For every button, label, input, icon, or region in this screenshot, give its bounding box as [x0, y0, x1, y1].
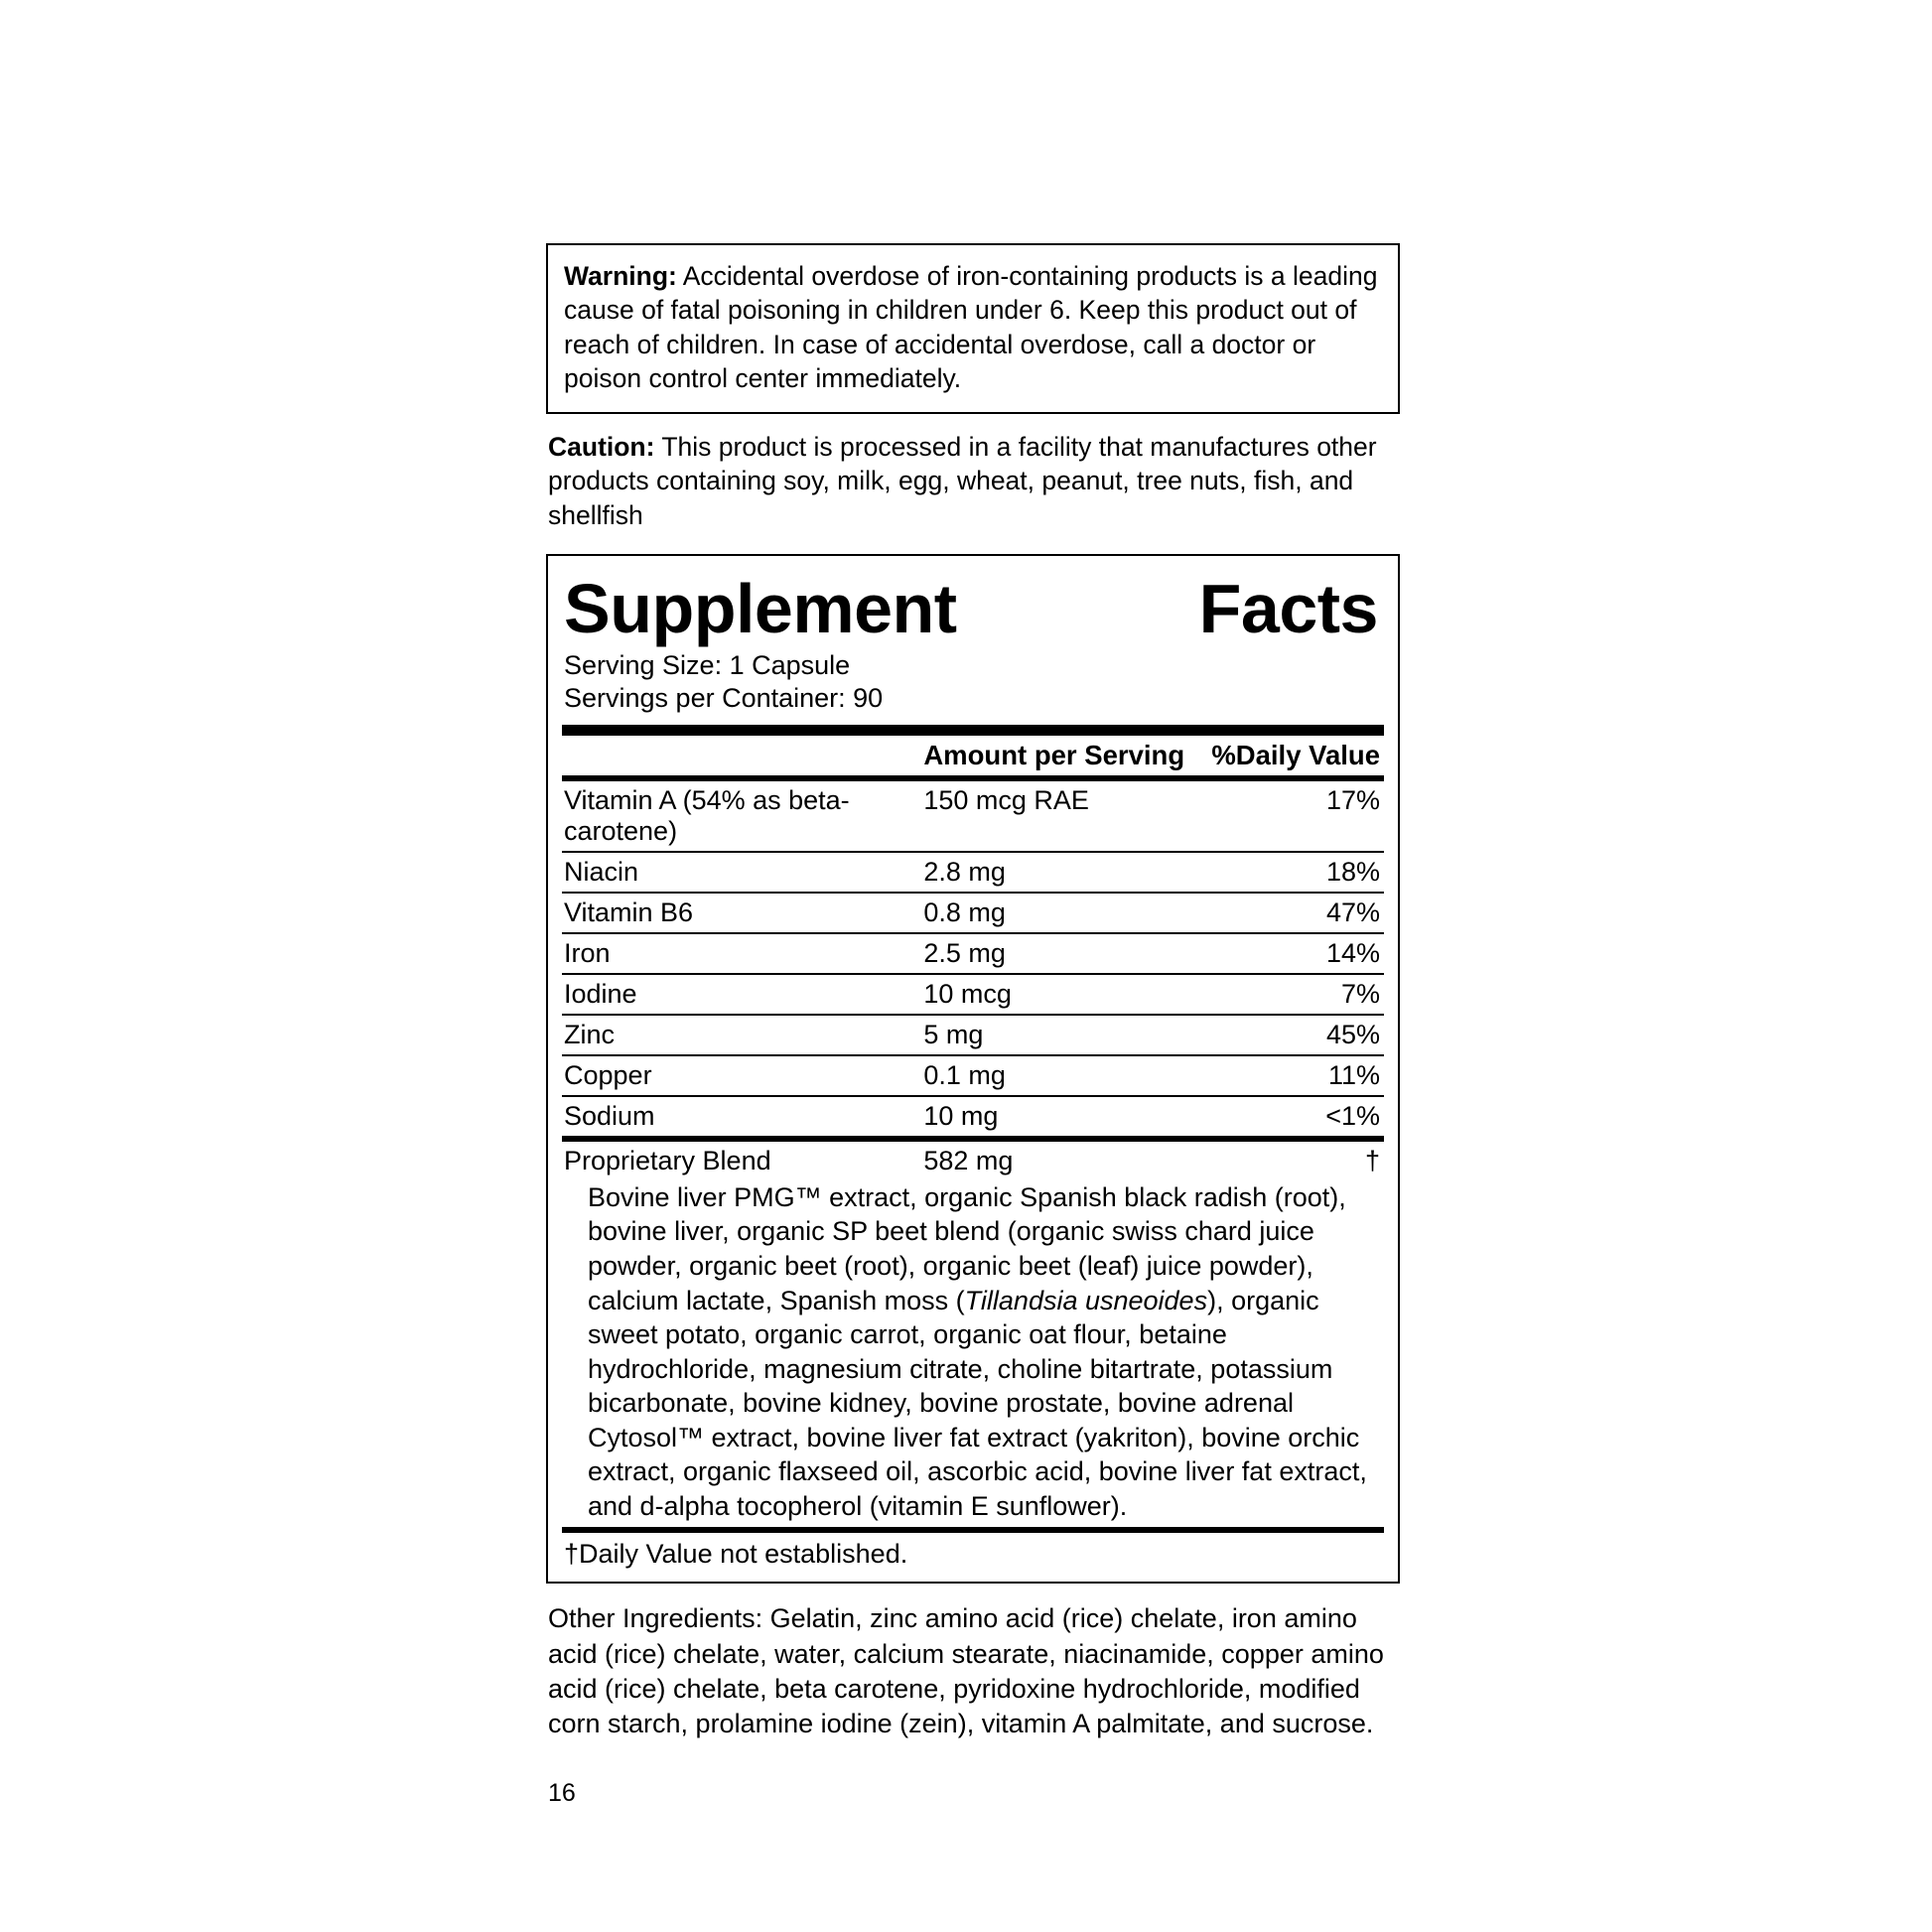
nutrient-amount: 0.1 mg [923, 1055, 1194, 1096]
warning-text [564, 259, 1382, 396]
table-row [562, 1055, 1384, 1096]
other-ingredients-block [546, 1601, 1400, 1740]
nutrient-dv: 14% [1195, 933, 1384, 974]
nutrient-amount: 150 mcg RAE [923, 781, 1194, 852]
blend-name: Proprietary Blend [564, 1145, 771, 1175]
nutrient-dv: 47% [1195, 893, 1384, 933]
blend-amount: 582 mg [923, 1145, 1014, 1175]
serving-size: Serving Size: 1 Capsule [564, 650, 851, 681]
blend-desc-part2: ), organic sweet potato, organic carrot, organic oat flour, betaine hydrochloride, magnesium citrate, choline bitartrate, potassium bicarbonate, bovine kidney, bovine prostate, bovine adrenal Cytosol™ extract, bovine liver fat extract (yakriton), bovine orchic extract, organic flaxseed oil, ascorbic acid, bovine liver fat extract, and d-alpha tocopherol (vitamin E sunflower). [588, 1285, 1367, 1521]
label-content [546, 243, 1400, 1808]
nutrition-table [562, 736, 1384, 775]
nutrient-dv: 18% [1195, 852, 1384, 893]
servings-per-container: Servings per Container: 90 [564, 683, 884, 713]
nutrient-amount: 2.5 mg [923, 933, 1194, 974]
nutrient-amount: 10 mcg [923, 974, 1194, 1015]
caution-text [548, 430, 1396, 532]
table-row [562, 893, 1384, 933]
divider-thick-top [562, 725, 1384, 736]
table-row [562, 933, 1384, 974]
blend-dv: † [1364, 1145, 1380, 1175]
nutrient-dv: 17% [1195, 781, 1384, 852]
table-row [562, 1015, 1384, 1055]
other-ingredients-text: Other Ingredients: Gelatin, zinc amino acid (rice) chelate, iron amino acid (rice) chelate, water, calcium stearate, niacinamide, copper amino acid (rice) chelate, beta carotene, pyridoxine hydrochloride, modified corn starch, prolamine iodine (zein), vitamin A palmitate, and sucrose. [548, 1603, 1384, 1738]
nutrient-rows [562, 781, 1384, 1136]
table-row [562, 1096, 1384, 1136]
title-word-facts: Facts [1198, 570, 1378, 648]
warning-body: Accidental overdose of iron-containing products is a leading cause of fatal poisoning in children under 6. Keep this product out of reach of children. In case of accidental overdose, call a doctor or poison control center immediately. [564, 261, 1378, 394]
table-row [562, 974, 1384, 1015]
blend-desc-italic: Tillandsia usneoides [964, 1285, 1208, 1315]
supplement-facts-panel [546, 554, 1400, 1584]
title-word-supplement: Supplement [564, 570, 957, 648]
nutrient-dv: <1% [1325, 1100, 1380, 1131]
warning-box [546, 243, 1400, 414]
nutrient-name: Iron [562, 933, 923, 974]
nutrient-amount: 10 mg [923, 1100, 999, 1131]
table-row [562, 1142, 1384, 1180]
header-daily-value: %Daily Value [1211, 739, 1380, 770]
caution-body: This product is processed in a facility that manufactures other products containing soy, milk, egg, wheat, peanut, tree nuts, fish, and shellfish [548, 431, 1377, 530]
table-header-row [562, 736, 1384, 775]
nutrient-name: Vitamin B6 [562, 893, 923, 933]
daily-value-footnote: †Daily Value not established. [564, 1539, 908, 1570]
table-row [562, 852, 1384, 893]
caution-label: Caution: [548, 431, 655, 462]
nutrient-name: Copper [562, 1055, 923, 1096]
nutrient-amount: 0.8 mg [923, 893, 1194, 933]
page-number: 16 [548, 1778, 576, 1807]
nutrient-dv: 7% [1195, 974, 1384, 1015]
proprietary-blend-row [562, 1142, 1384, 1180]
supplement-facts-title [562, 566, 1384, 649]
nutrient-name: Vitamin A (54% as beta-carotene) [562, 781, 923, 852]
nutrient-name: Sodium [564, 1100, 655, 1131]
header-amount-per-serving: Amount per Serving [923, 739, 1185, 770]
caution-block [546, 430, 1400, 532]
warning-label: Warning: [564, 261, 677, 291]
nutrient-dv: 45% [1195, 1015, 1384, 1055]
header-nutrient [562, 736, 923, 775]
nutrient-name: Zinc [562, 1015, 923, 1055]
blend-desc-part1: Bovine liver PMG™ extract, organic Spanish black radish (root), bovine liver, organic SP beet blend (organic swiss chard juice powder, organic beet (root), organic beet (leaf) juice powder), calcium lactate, Spanish moss ( [588, 1181, 1346, 1315]
blend-ingredients [562, 1180, 1384, 1527]
nutrient-name: Niacin [562, 852, 923, 893]
nutrient-amount: 5 mg [923, 1015, 1194, 1055]
table-row [562, 781, 1384, 852]
nutrient-name: Iodine [562, 974, 923, 1015]
nutrient-amount: 2.8 mg [923, 852, 1194, 893]
nutrient-dv: 11% [1195, 1055, 1384, 1096]
